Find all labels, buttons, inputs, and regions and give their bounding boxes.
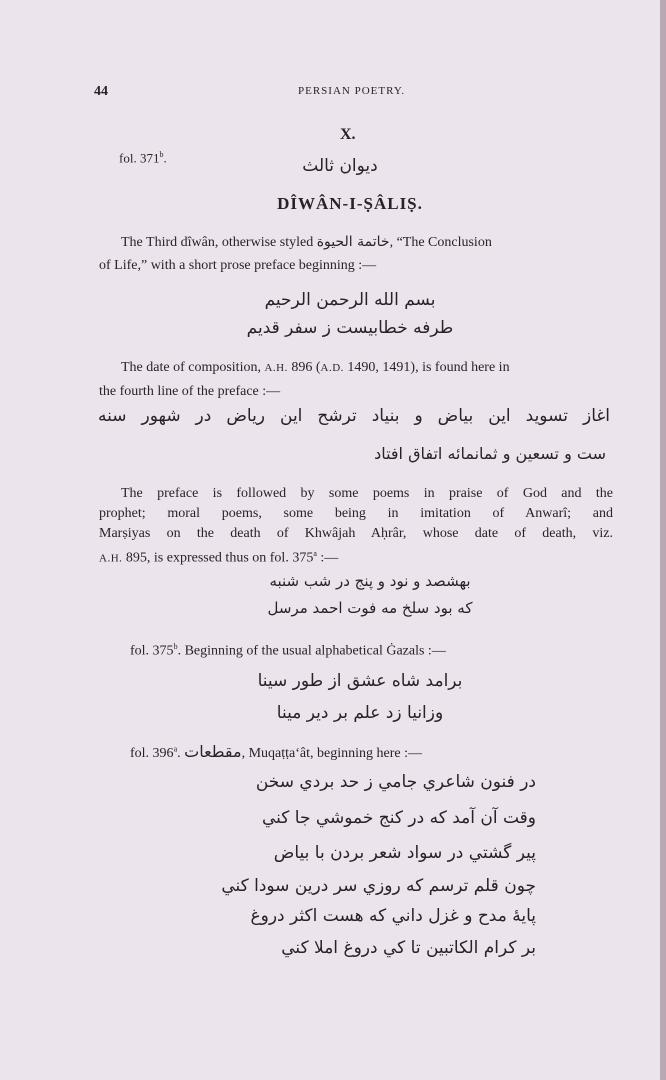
page-number: 44 — [94, 84, 108, 99]
death-verse-2: كه بود سلخ مه فوت احمد مرسل — [267, 599, 473, 617]
poems-line-2: prophet; moral poems, some being in imitation of Anwarî; and — [99, 506, 613, 521]
gazal-verse-1: برامد شاه عشق از طور سينا — [257, 671, 463, 691]
intro-line-2: of Life,” with a short prose preface beginning :— — [99, 258, 377, 273]
poems-line-3: Marṣiyas on the death of Khwâjah Aḥrâr, whose date of death, viz. — [99, 526, 613, 541]
poems-line-4: A.H. 895, is expressed thus on fol. 375$^a$ :— — [99, 549, 339, 566]
intro-line-1: The Third dîwân, otherwise styled خاتمة الحيوة, “The Conclusion — [121, 234, 492, 250]
muqattaat-verse-2: وقت آن آمد كه در كنج خموشي جا كني — [261, 808, 536, 828]
muqattaat-verse-4: چون قلم ترسم كه روزي سر درين سودا كني — [221, 876, 536, 896]
section-number: X. — [340, 126, 356, 143]
muqattaat-verse-6: بر كرام الكاتبين تا كي دروغ املا كني — [281, 938, 536, 958]
muqattaat-verse-1: در فنون شاعري جامي ز حد بردي سخن — [255, 772, 536, 792]
muqattaat-line: fol. 396$^a$. مقطعات, Muqaṭṭaʻât, beginning here :— — [130, 742, 422, 761]
poems-line-1: The preface is followed by some poems in praise of God and the — [121, 486, 613, 501]
page-edge — [660, 0, 666, 1080]
death-verse-1: بهشصد و نود و پنج در شب شنبه — [269, 572, 471, 590]
gazals-line: fol. 375$^b$. Beginning of the usual alphabetical Ġazals :— — [130, 642, 446, 659]
gazal-verse-2: وزانيا زد علم بر دير مينا — [276, 703, 444, 723]
folio-reference: fol. 371$^b$. — [119, 150, 167, 166]
running-title: PERSIAN POETRY. — [298, 85, 406, 97]
persian-title: ديوان ثالث — [302, 156, 378, 176]
muqattaat-verse-5: پايهٔ مدح و غزل داني كه هست اكثر دروغ — [250, 906, 536, 926]
date-line-1: The date of composition, A.H. 896 (A.D. 1490, 1491), is found here in — [121, 360, 510, 375]
preface-verse-1: بسم الله الرحمن الرحيم — [264, 290, 436, 310]
date-line-2: the fourth line of the preface :— — [99, 384, 281, 399]
date-verse-1: اغاز تسويد اين بياض و بنياد ترشح اين رياض در شهور سنه — [98, 406, 610, 426]
section-title: DÎWÂN-I-ṢÂLIṢ. — [277, 194, 423, 213]
muqattaat-verse-3: پير گشتي در سواد شعر بردن با بياض — [273, 843, 536, 863]
date-verse-2: ست و تسعين و ثمانمائه اتفاق افتاد — [374, 444, 606, 463]
preface-verse-2: طرفه خطابيست ز سفر قديم — [246, 318, 454, 338]
